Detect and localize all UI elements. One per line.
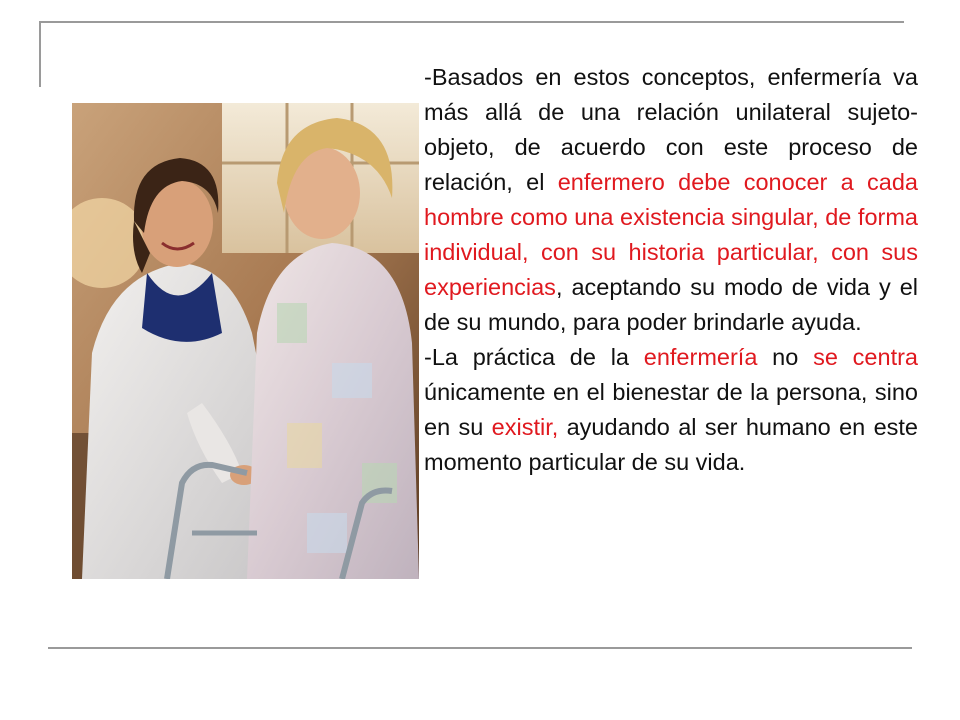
slide-body-text [424,60,918,480]
paragraph-2-emphasis-se-centra: se centra [813,344,918,370]
paragraph-1-text-a: -Basados en estos conceptos, enfermería va más allá de una relación unilateral sujeto-objeto, de acuerdo con este proceso de relación, el [424,64,918,195]
nurse-patient-photo [72,103,419,579]
paragraph-2-emphasis-existir: existir, [491,414,559,440]
paragraph-2-text-a: -La práctica de la [424,344,644,370]
paragraph-2 [424,340,918,480]
paragraph-1-emphasis: enfermero debe conocer a cada hombre como una existencia singular, de forma individual, con su historia particular, con sus experiencias [424,169,918,300]
paragraph-2-text-d: ayudando al ser humano en este momento particular de su vida. [424,414,918,475]
bottom-rule [48,647,912,649]
paragraph-2-text-c: únicamente en el bienestar de la persona, sino en su [424,379,918,440]
paragraph-2-emphasis-enfermeria: enfermería [643,344,758,370]
top-rule [41,21,904,23]
paragraph-1 [424,60,918,340]
paragraph-2-text-b: no [757,344,814,370]
paragraph-1-text-b: , aceptando su modo de vida y el de su mundo, para poder brindarle ayuda. [424,274,918,335]
left-rule [39,21,41,87]
